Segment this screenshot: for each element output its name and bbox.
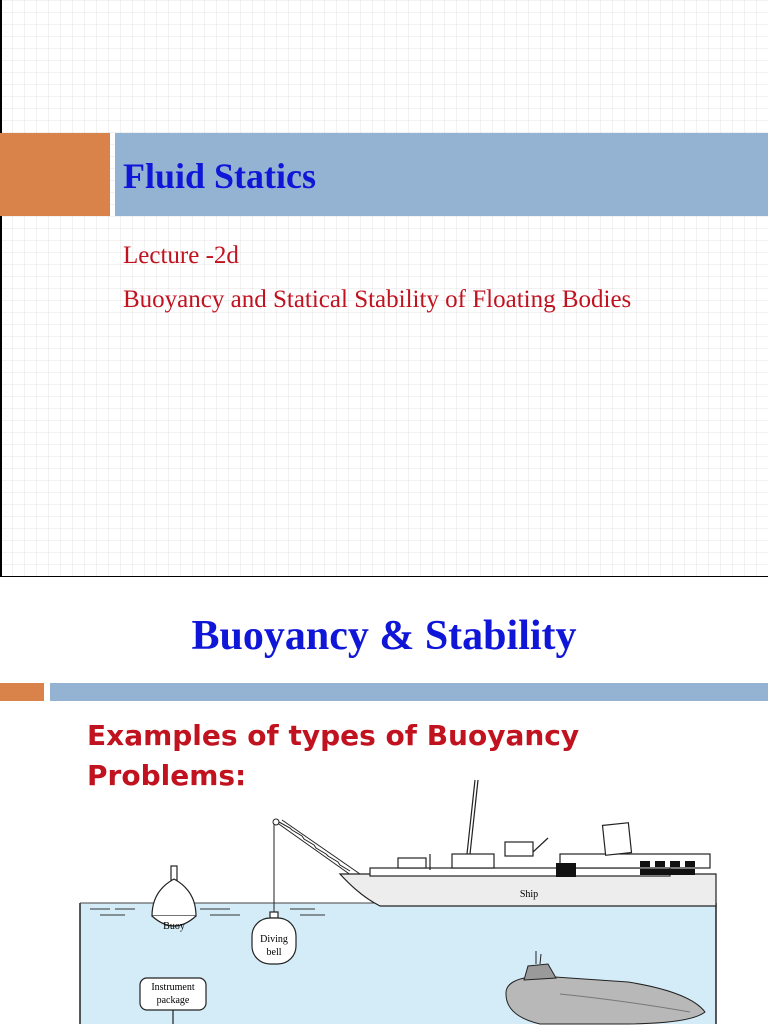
title-accent-block — [0, 133, 110, 216]
slide-2-heading: Examples of types of Buoyancy Problems: — [87, 719, 580, 792]
slide-2-band — [50, 683, 768, 701]
buoyancy-illustration — [0, 766, 768, 1024]
crane — [273, 819, 360, 914]
slide-2-accent-block — [0, 683, 44, 701]
ship — [340, 780, 716, 906]
slide-2-title: Buoyancy & Stability — [191, 613, 577, 659]
diving-bell-label-line1: Diving — [260, 934, 288, 945]
diving-bell-label-line2: bell — [266, 947, 282, 958]
buoy-label: Buoy — [163, 921, 185, 932]
slide-divider — [0, 576, 768, 577]
ship-label: Ship — [519, 889, 539, 900]
lecture-number: Lecture -2d — [123, 242, 239, 269]
slide-title: Fluid Statics — [123, 156, 317, 196]
instrument-label-line1: Instrument — [151, 982, 195, 993]
lecture-subtitle: Buoyancy and Statical Stability of Floating Bodies — [123, 286, 632, 313]
slide-left-border — [0, 0, 2, 576]
instrument-label-line2: package — [156, 995, 190, 1006]
buoy — [152, 866, 196, 926]
